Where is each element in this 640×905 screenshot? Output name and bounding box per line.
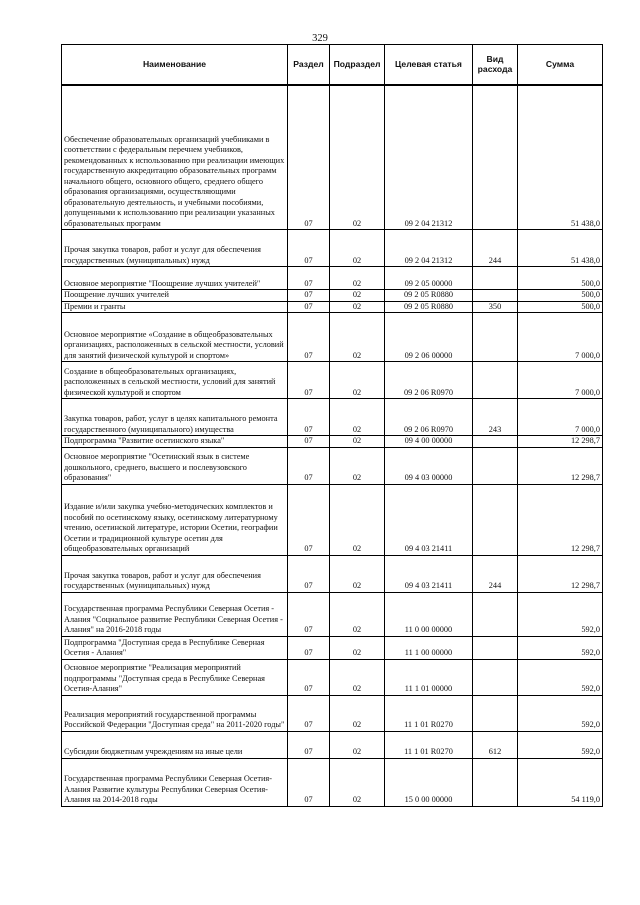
row-expense-type bbox=[473, 290, 518, 302]
row-subsection: 02 bbox=[330, 758, 385, 806]
row-section: 07 bbox=[288, 659, 330, 695]
row-sum: 7 000,0 bbox=[518, 362, 603, 399]
row-sum: 12 298,7 bbox=[518, 436, 603, 448]
row-expense-type bbox=[473, 695, 518, 731]
row-expense-type bbox=[473, 85, 518, 230]
row-name: Создание в общеобразовательных организациях, расположенных в сельской местности, условий для занятий физической культурой и спортом bbox=[62, 362, 288, 399]
row-target: 09 2 04 21312 bbox=[385, 85, 473, 230]
row-sum: 12 298,7 bbox=[518, 484, 603, 555]
table-row bbox=[62, 301, 603, 313]
row-name: Обеспечение образовательных организаций учебниками в соответствии с федеральным перечнем учебников, рекомендованных к использованию при реализации имеющих государственную аккредитацию образовательных программ начального общего, основного общего, среднего общего образования организациями, осуществляющими образовательную деятельность, и учебными пособиями, допущенными к использованию при реализации указанных образовательных программ bbox=[62, 85, 288, 230]
row-sum: 592,0 bbox=[518, 659, 603, 695]
row-sum: 500,0 bbox=[518, 290, 603, 302]
row-expense-type bbox=[473, 447, 518, 484]
table-row bbox=[62, 695, 603, 731]
row-expense-type bbox=[473, 659, 518, 695]
header-row bbox=[62, 45, 603, 85]
row-expense-type bbox=[473, 436, 518, 448]
table-row bbox=[62, 484, 603, 555]
header-section: Раздел bbox=[288, 45, 330, 85]
row-subsection: 02 bbox=[330, 636, 385, 659]
row-sum: 592,0 bbox=[518, 695, 603, 731]
row-target: 09 2 06 00000 bbox=[385, 313, 473, 362]
row-section: 07 bbox=[288, 362, 330, 399]
row-subsection: 02 bbox=[330, 484, 385, 555]
page-number: 329 bbox=[312, 33, 328, 44]
row-sum: 500,0 bbox=[518, 267, 603, 290]
row-target: 09 2 06 R0970 bbox=[385, 362, 473, 399]
row-name: Государственная программа Республики Северная Осетия - Алания "Социальное развитие Республики Северная Осетия - Алания" на 2016-2018 годы bbox=[62, 592, 288, 636]
row-subsection: 02 bbox=[330, 301, 385, 313]
row-name: Подпрограмма "Доступная среда в Республике Северная Осетия - Алания" bbox=[62, 636, 288, 659]
row-subsection: 02 bbox=[330, 290, 385, 302]
row-sum: 51 438,0 bbox=[518, 230, 603, 267]
row-expense-type: 350 bbox=[473, 301, 518, 313]
table-row bbox=[62, 592, 603, 636]
row-target: 11 1 01 R0270 bbox=[385, 731, 473, 758]
row-target: 09 2 06 R0970 bbox=[385, 399, 473, 436]
row-name: Субсидии бюджетным учреждениям на иные цели bbox=[62, 731, 288, 758]
row-name: Поощрение лучших учителей bbox=[62, 290, 288, 302]
row-expense-type: 612 bbox=[473, 731, 518, 758]
row-target: 09 4 03 21411 bbox=[385, 555, 473, 592]
row-section: 07 bbox=[288, 695, 330, 731]
table-row bbox=[62, 313, 603, 362]
row-target: 09 2 05 R0880 bbox=[385, 290, 473, 302]
row-subsection: 02 bbox=[330, 447, 385, 484]
row-name: Государственная программа Республики Северная Осетия-Алания Развитие культуры Республики Северная Осетия-Алания на 2014-2018 годы bbox=[62, 758, 288, 806]
row-expense-type bbox=[473, 362, 518, 399]
table-row bbox=[62, 399, 603, 436]
row-name: Реализация мероприятий государственной программы Российской Федерации "Доступная среда" на 2011-2020 годы" bbox=[62, 695, 288, 731]
row-section: 07 bbox=[288, 290, 330, 302]
row-expense-type bbox=[473, 313, 518, 362]
row-subsection: 02 bbox=[330, 731, 385, 758]
row-sum: 592,0 bbox=[518, 636, 603, 659]
row-name: Прочая закупка товаров, работ и услуг для обеспечения государственных (муниципальных) нужд bbox=[62, 555, 288, 592]
row-expense-type bbox=[473, 636, 518, 659]
table-body bbox=[62, 85, 603, 807]
row-section: 07 bbox=[288, 555, 330, 592]
row-section: 07 bbox=[288, 313, 330, 362]
row-expense-type bbox=[473, 267, 518, 290]
row-name: Основное мероприятие "Реализация мероприятий подпрограммы "Доступная среда в Республике Северная Осетия-Алания" bbox=[62, 659, 288, 695]
row-section: 07 bbox=[288, 592, 330, 636]
table-row bbox=[62, 731, 603, 758]
row-expense-type: 244 bbox=[473, 230, 518, 267]
row-section: 07 bbox=[288, 447, 330, 484]
header-sum: Сумма bbox=[518, 45, 603, 85]
row-section: 07 bbox=[288, 484, 330, 555]
row-target: 11 1 01 00000 bbox=[385, 659, 473, 695]
table-row bbox=[62, 362, 603, 399]
header-subsection: Подраздел bbox=[330, 45, 385, 85]
row-section: 07 bbox=[288, 85, 330, 230]
row-target: 11 0 00 00000 bbox=[385, 592, 473, 636]
row-sum: 12 298,7 bbox=[518, 447, 603, 484]
row-expense-type bbox=[473, 592, 518, 636]
row-sum: 54 119,0 bbox=[518, 758, 603, 806]
row-name: Премии и гранты bbox=[62, 301, 288, 313]
row-name: Основное мероприятие "Поощрение лучших учителей" bbox=[62, 267, 288, 290]
row-expense-type: 243 bbox=[473, 399, 518, 436]
row-name: Прочая закупка товаров, работ и услуг для обеспечения государственных (муниципальных) нужд bbox=[62, 230, 288, 267]
table-row bbox=[62, 758, 603, 806]
row-name: Издание и/или закупка учебно-методических комплектов и пособий по осетинскому языку, осетинскому литературному чтению, осетинской литературе, истории Осетии, географии Осетии и традиционной культуре осетин для общеобразовательных организаций bbox=[62, 484, 288, 555]
row-target: 09 2 04 21312 bbox=[385, 230, 473, 267]
header-target: Целевая статья bbox=[385, 45, 473, 85]
row-name: Подпрограмма "Развитие осетинского языка" bbox=[62, 436, 288, 448]
row-section: 07 bbox=[288, 636, 330, 659]
row-sum: 7 000,0 bbox=[518, 313, 603, 362]
row-expense-type bbox=[473, 484, 518, 555]
row-sum: 592,0 bbox=[518, 731, 603, 758]
row-target: 09 2 05 R0880 bbox=[385, 301, 473, 313]
row-subsection: 02 bbox=[330, 313, 385, 362]
table-row bbox=[62, 85, 603, 230]
row-target: 11 1 01 R0270 bbox=[385, 695, 473, 731]
row-section: 07 bbox=[288, 267, 330, 290]
table-row bbox=[62, 447, 603, 484]
row-sum: 7 000,0 bbox=[518, 399, 603, 436]
row-subsection: 02 bbox=[330, 659, 385, 695]
row-subsection: 02 bbox=[330, 85, 385, 230]
row-target: 09 2 05 00000 bbox=[385, 267, 473, 290]
row-section: 07 bbox=[288, 758, 330, 806]
row-target: 09 4 03 21411 bbox=[385, 484, 473, 555]
table-row bbox=[62, 290, 603, 302]
row-section: 07 bbox=[288, 230, 330, 267]
row-subsection: 02 bbox=[330, 267, 385, 290]
table-row bbox=[62, 555, 603, 592]
row-target: 15 0 00 00000 bbox=[385, 758, 473, 806]
row-section: 07 bbox=[288, 399, 330, 436]
row-sum: 500,0 bbox=[518, 301, 603, 313]
table-row bbox=[62, 659, 603, 695]
table-row bbox=[62, 436, 603, 448]
row-sum: 12 298,7 bbox=[518, 555, 603, 592]
row-expense-type: 244 bbox=[473, 555, 518, 592]
row-name: Основное мероприятие «Создание в общеобразовательных организациях, расположенных в сельской местности, условий для занятий физической культурой и спортом» bbox=[62, 313, 288, 362]
table-row bbox=[62, 636, 603, 659]
row-subsection: 02 bbox=[330, 695, 385, 731]
row-subsection: 02 bbox=[330, 436, 385, 448]
row-sum: 592,0 bbox=[518, 592, 603, 636]
row-section: 07 bbox=[288, 731, 330, 758]
row-name: Закупка товаров, работ, услуг в целях капитального ремонта государственного (муниципального) имущества bbox=[62, 399, 288, 436]
header-name: Наименование bbox=[62, 45, 288, 85]
row-subsection: 02 bbox=[330, 362, 385, 399]
row-subsection: 02 bbox=[330, 592, 385, 636]
header-expense-type: Вид расхода bbox=[473, 45, 518, 85]
row-target: 11 1 00 00000 bbox=[385, 636, 473, 659]
row-subsection: 02 bbox=[330, 230, 385, 267]
table-row bbox=[62, 267, 603, 290]
table-row bbox=[62, 230, 603, 267]
row-name: Основное мероприятие "Осетинский язык в системе дошкольного, среднего, высшего и послевузовского образования" bbox=[62, 447, 288, 484]
row-subsection: 02 bbox=[330, 399, 385, 436]
row-subsection: 02 bbox=[330, 555, 385, 592]
row-target: 09 4 00 00000 bbox=[385, 436, 473, 448]
row-section: 07 bbox=[288, 436, 330, 448]
row-sum: 51 438,0 bbox=[518, 85, 603, 230]
budget-table bbox=[61, 44, 603, 807]
row-section: 07 bbox=[288, 301, 330, 313]
row-expense-type bbox=[473, 758, 518, 806]
row-target: 09 4 03 00000 bbox=[385, 447, 473, 484]
